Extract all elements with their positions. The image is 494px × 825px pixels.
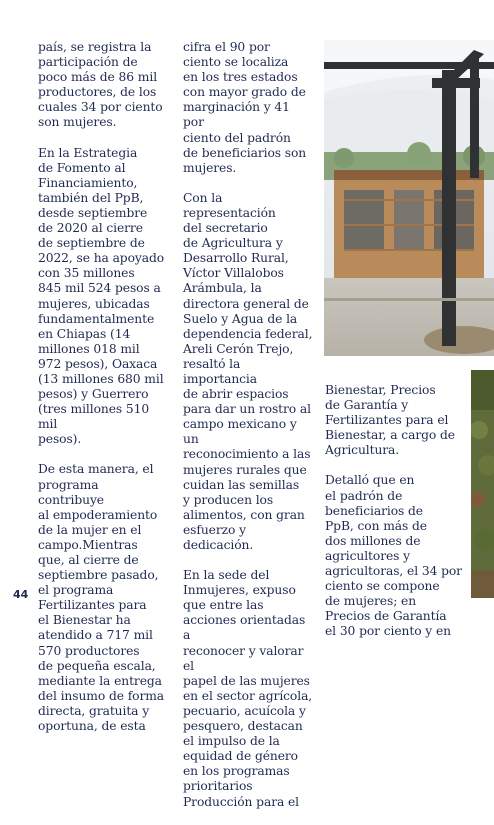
page-number: 44 [13,588,29,601]
paragraph: En la sede del Inmujeres, expuso que entre las acciones orientadas a reconocer y valorar el papel de las mujeres en el sector agrícola, pecuario, acuícola y pesquero, destacan el impulso de la equidad de género en los programas prioritarios Producción para el [183,568,313,809]
greenhouse-photo [324,40,494,356]
paragraph: De esta manera, el programa contribuye al empoderamiento de la mujer en el campo.Mientras que, al cierre de septiembre pasado, el programa Fertilizantes para el Bienestar ha atendido a 717 mil 570 productores de pequeña escala, mediante la entrega del insumo de forma directa, gratuita y oportuna, de esta [38,462,165,734]
paragraph: Detalló que en el padrón de beneficiarios de PpB, con más de dos millones de agricultores y agricultoras, el 34 por ciento se compone de mujeres; en Precios de Garantía el 30 por ciento y en [325,473,462,639]
paragraph: país, se registra la participación de poco más de 86 mil productores, de los cuales 34 por ciento son mujeres. [38,40,163,130]
paragraph: Bienestar, Precios de Garantía y Fertilizantes para el Bienestar, a cargo de Agricultura. [325,383,455,458]
paragraph: En la Estrategia de Fomento al Financiamiento, también del PpB, desde septiembre de 2020 al cierre de septiembre de 2022, se ha apoyado con 35 millones 845 mil 524 pesos a mujeres, ubicadas fundamentalmente en Chiapas (14 millones 018 mil 972 pesos), Oaxaca (13 millones 680 mil pesos) y Guerrero (tres millones 510 mil pesos). [38,145,165,447]
article-column-1 [38,40,166,749]
foliage-photo [471,370,494,598]
article-column-3 [325,383,470,655]
paragraph: cifra el 90 por ciento se localiza en los tres estados con mayor grado de marginación y 41 por ciento del padrón de beneficiarios son mujeres. [183,40,307,175]
paragraph: Con la representación del secretario de Agricultura y Desarrollo Rural, Víctor Villalobos Arámbula, la directora general de Suelo y Agua de la dependencia federal, Areli Cerón Trejo, resaltó la importancia de abrir espacios para dar un rostro al campo mexicano y un reconocimiento a las mujeres rurales que cuidan las semillas y producen los alimentos, con gran esfuerzo y dedicación. [183,190,313,552]
article-column-2 [183,40,313,825]
